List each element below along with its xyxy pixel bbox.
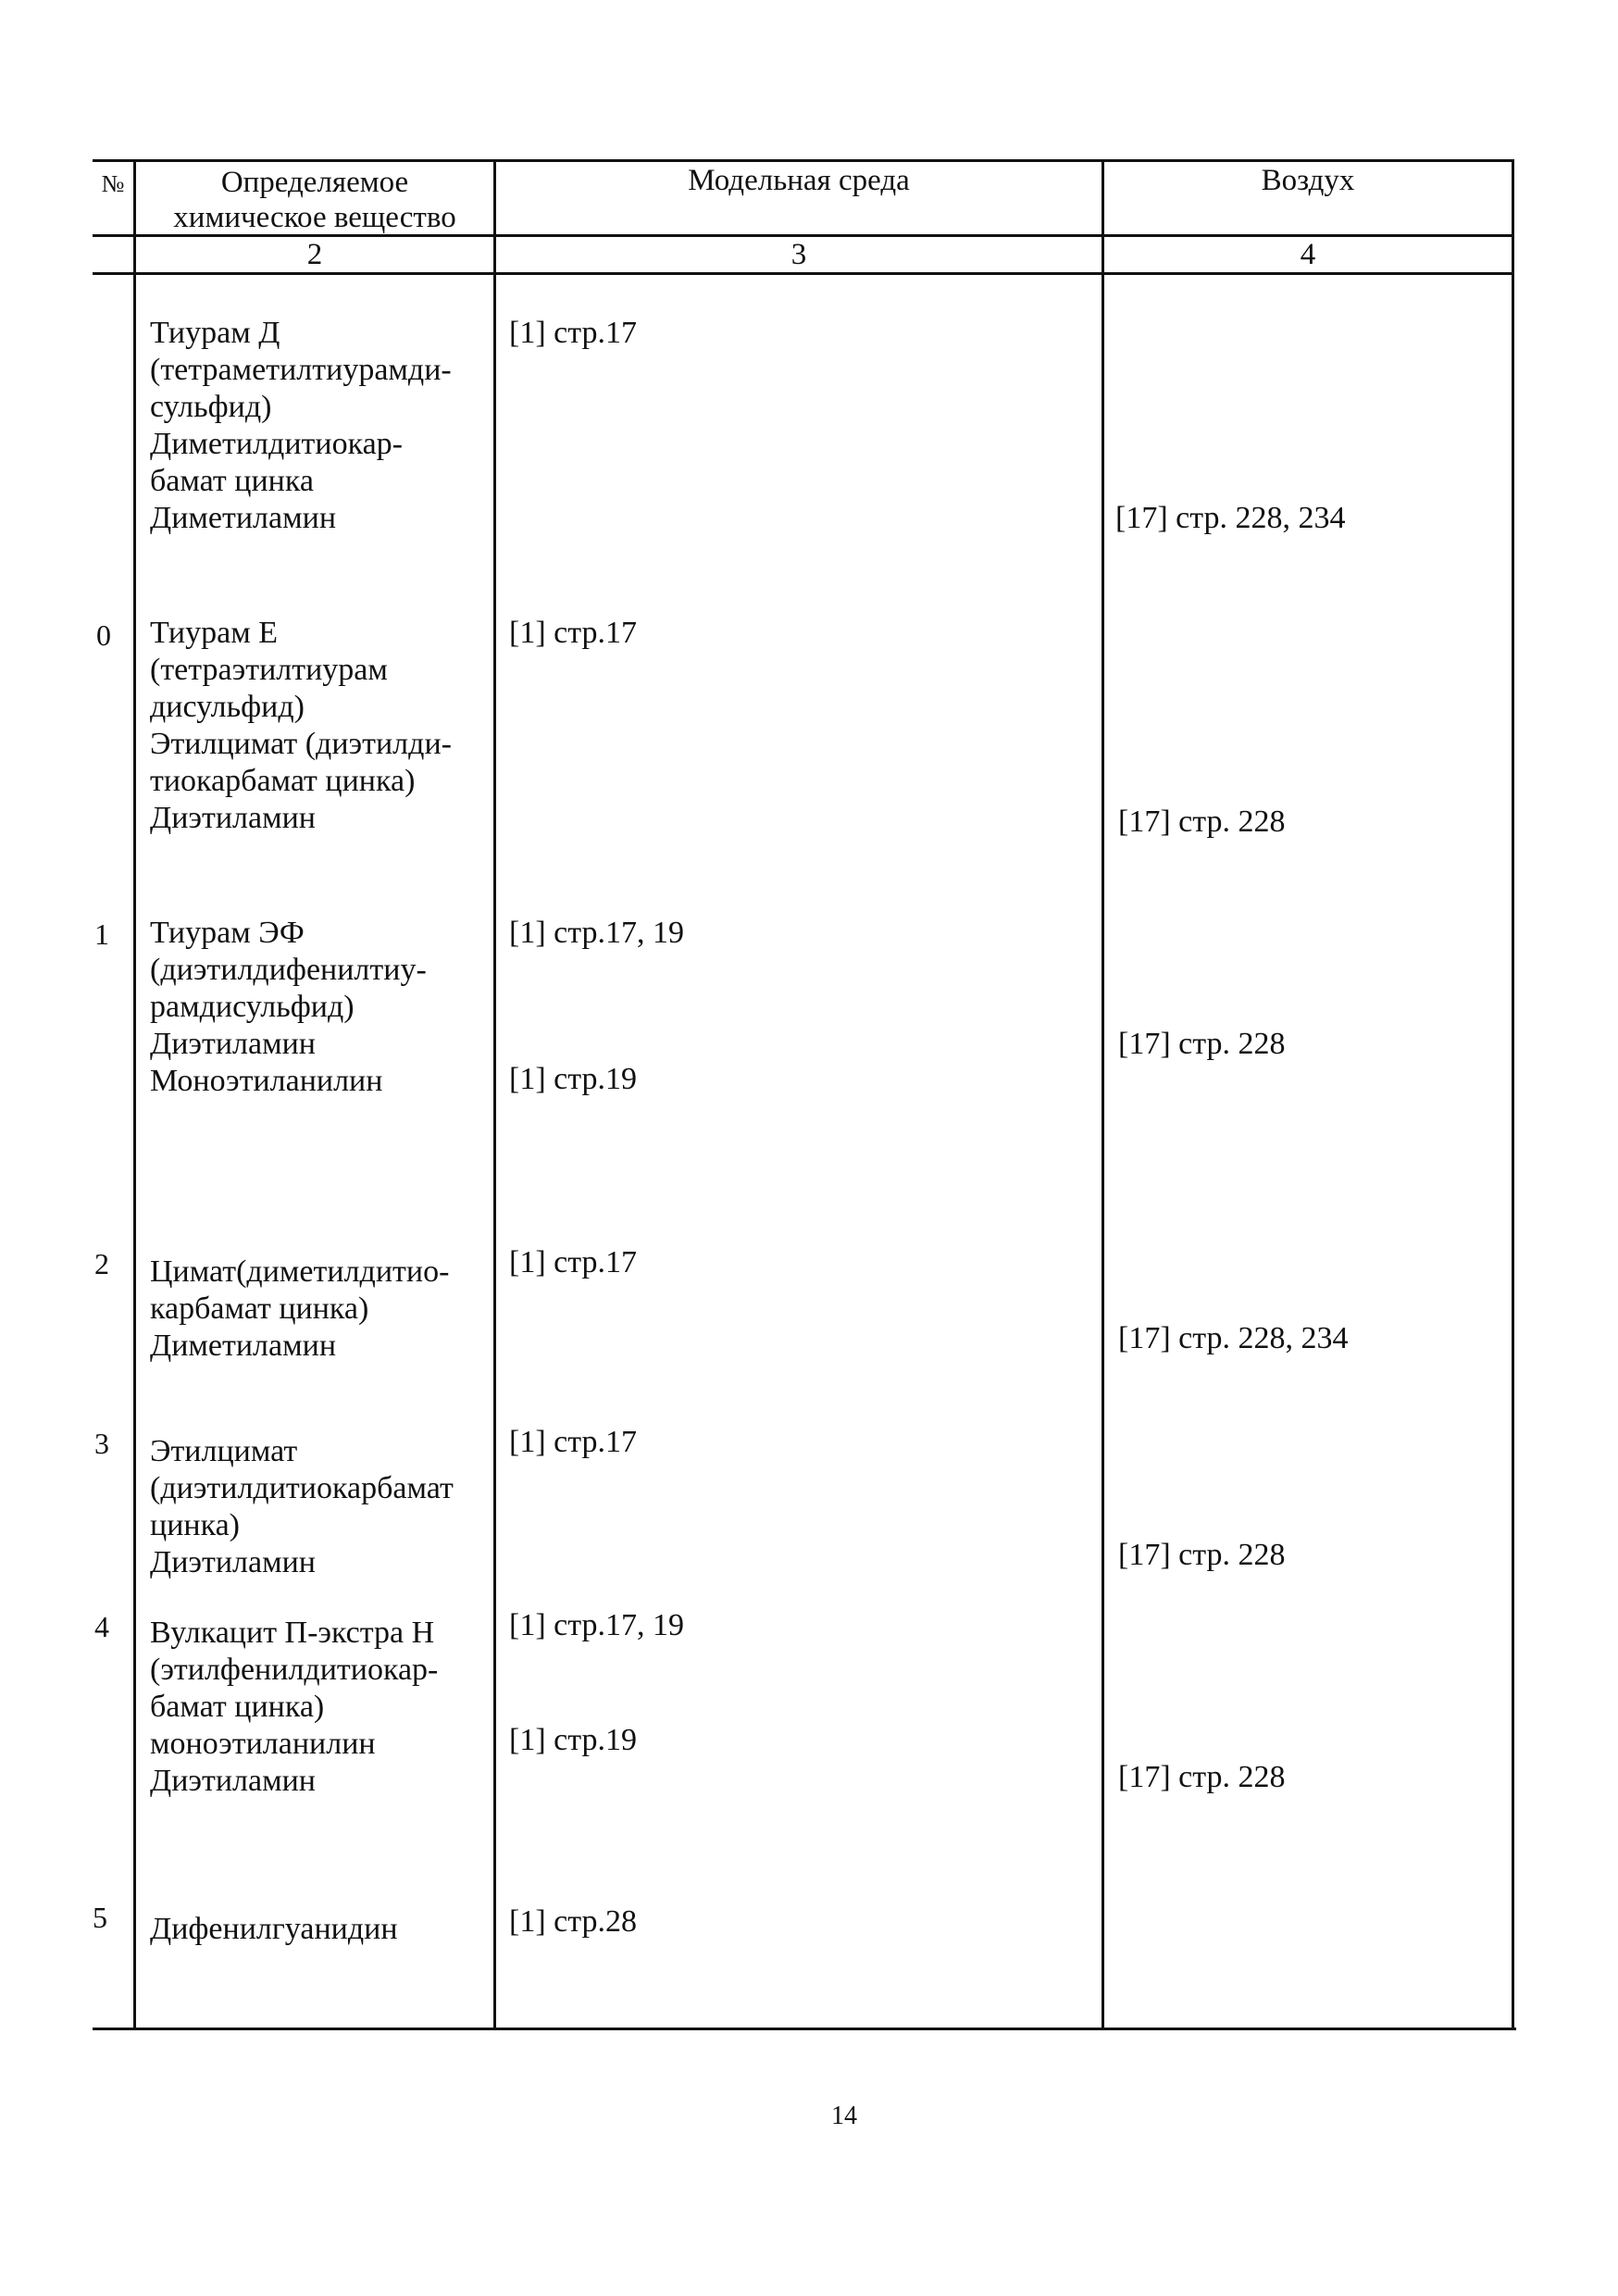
substance-line: (этилфенилдитиокар- [150, 1653, 439, 1687]
substance-line: бамат цинка [150, 464, 314, 498]
column-divider-2 [493, 159, 496, 2029]
column-divider-1 [133, 159, 136, 2029]
substance-line: (тетраметилтиурамди- [150, 353, 452, 387]
air-reference: [17] стр. 228 [1118, 805, 1286, 839]
substance-line: Дифенилгуанидин [150, 1912, 398, 1946]
column-divider-3 [1101, 159, 1104, 2029]
table-right-border [1512, 159, 1514, 2029]
substance-cell [150, 915, 427, 1100]
model-reference: [1] стр.17 [509, 1245, 638, 1279]
air-reference: [17] стр. 228 [1118, 1538, 1286, 1572]
substance-line: (диэтилдитиокарбамат [150, 1471, 454, 1505]
substance-line: карбамат цинка) [150, 1292, 369, 1326]
substance-line: рамдисульфид) [150, 990, 355, 1024]
table-bottom-border [93, 2028, 1516, 2030]
air-reference: [17] стр. 228 [1118, 1027, 1286, 1061]
substance-line: (тетраэтилтиурам [150, 653, 388, 687]
substance-line: Диметиламин [150, 501, 337, 535]
substance-cell [150, 315, 452, 537]
row-number: 0 [96, 618, 111, 652]
substance-line: Моноэтиланилин [150, 1064, 383, 1098]
header-model-medium: Модельная среда [688, 164, 910, 197]
model-reference: [1] стр.17, 19 [509, 916, 685, 950]
substance-line: тиокарбамат цинка) [150, 764, 416, 798]
model-reference: [1] стр.17, 19 [509, 1608, 685, 1642]
substance-line: дисульфид) [150, 690, 305, 724]
substance-line: (диэтилдифенилтиу- [150, 953, 427, 987]
air-reference: [17] стр. 228, 234 [1115, 501, 1346, 535]
substance-line: Диэтиламин [150, 1545, 316, 1579]
substance-cell [150, 1615, 438, 1800]
row-number: 1 [94, 917, 109, 951]
model-reference: [1] стр.19 [509, 1723, 638, 1757]
model-reference: [1] стр.19 [509, 1062, 638, 1096]
row-number: 3 [94, 1427, 109, 1460]
header-substance: Определяемое химическое вещество [173, 166, 456, 234]
row-number: 2 [94, 1247, 109, 1280]
substance-line: Этилцимат (диэтилди- [150, 727, 452, 761]
table-top-border [93, 159, 1514, 162]
substance-line: Диэтиламин [150, 801, 316, 835]
substance-line: Диэтиламин [150, 1027, 316, 1061]
model-reference: [1] стр.28 [509, 1904, 638, 1939]
substance-line: сульфид) [150, 390, 272, 424]
substance-line: Диэтиламин [150, 1764, 316, 1798]
substance-line: Вулкацит П-экстра Н [150, 1616, 435, 1650]
column-number-3: 3 [790, 238, 807, 271]
header-num: № [101, 170, 125, 197]
page-number: 14 [831, 2102, 857, 2130]
column-number-2: 2 [306, 238, 323, 271]
substance-cell [150, 1254, 449, 1365]
substance-line: Тиурам Е [150, 616, 278, 650]
substance-cell [150, 615, 452, 837]
row-number: 5 [93, 1901, 107, 1934]
air-reference: [17] стр. 228 [1118, 1760, 1286, 1794]
substance-line: Цимат(диметилдитио- [150, 1254, 450, 1289]
row-number: 4 [94, 1610, 109, 1643]
model-reference: [1] стр.17 [509, 616, 638, 650]
substance-cell [150, 1911, 398, 1948]
column-number-4: 4 [1300, 238, 1316, 271]
header-air: Воздух [1261, 164, 1355, 197]
substance-line: Этилцимат [150, 1434, 298, 1468]
substance-line: бамат цинка) [150, 1690, 325, 1724]
substance-line: Тиурам Д [150, 316, 280, 350]
substance-line: Тиурам ЭФ [150, 916, 305, 950]
substance-line: Диметиламин [150, 1329, 337, 1363]
substance-line: Диметилдитиокар- [150, 427, 403, 461]
model-reference: [1] стр.17 [509, 1425, 638, 1459]
model-reference: [1] стр.17 [509, 316, 638, 350]
substance-line: моноэтиланилин [150, 1727, 376, 1761]
column-number-rule [93, 272, 1514, 275]
substance-line: цинка) [150, 1508, 241, 1542]
air-reference: [17] стр. 228, 234 [1118, 1321, 1349, 1355]
substance-cell [150, 1433, 454, 1581]
